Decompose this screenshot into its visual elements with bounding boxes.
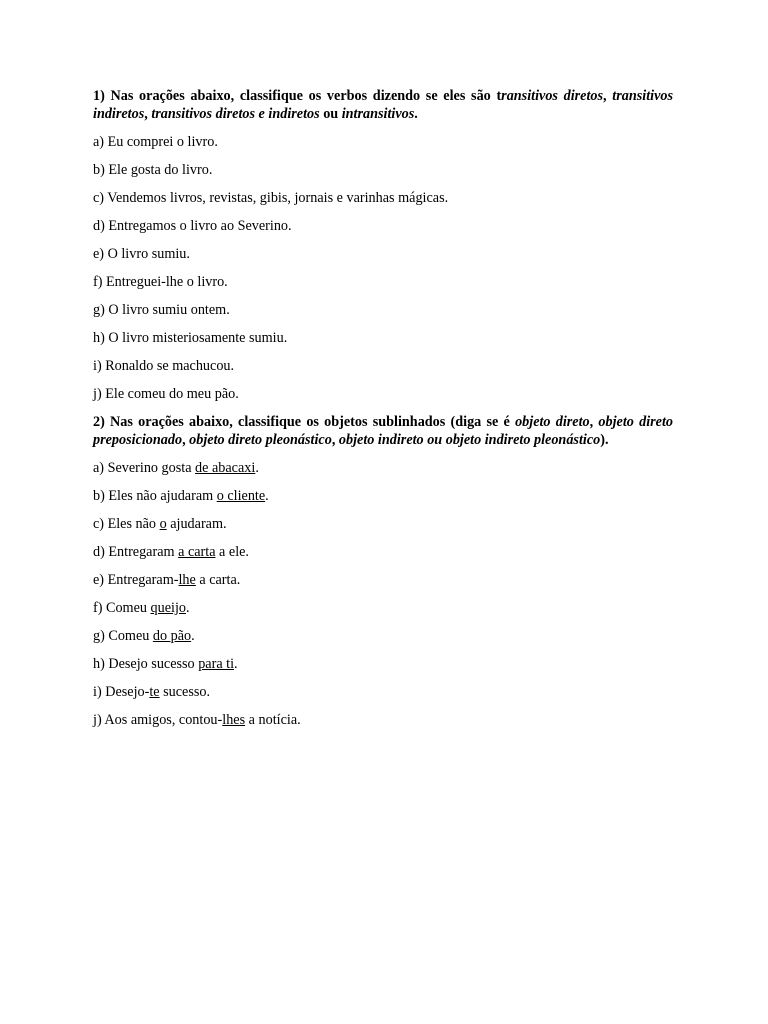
- item-text: a) Severino gosta: [93, 460, 196, 476]
- question-1-title: [93, 87, 673, 123]
- item-text: .: [255, 460, 259, 476]
- q1-title-part: ransitivos diretos: [501, 88, 604, 104]
- document-page: [93, 87, 673, 739]
- underlined-object: lhes: [222, 712, 246, 728]
- q1-item-b: b) Ele gosta do livro.: [93, 162, 213, 178]
- underlined-object: queijo: [150, 600, 186, 616]
- q2-title-part: 2) Nas orações abaixo, classifique os objetos sublinhados (diga se é: [93, 414, 516, 430]
- q1-title-part: ,: [144, 106, 152, 122]
- item-text: a notícia.: [245, 712, 301, 728]
- q2-item-h: [93, 655, 673, 673]
- q2-title-part: objeto direto preposicionado: [93, 414, 673, 448]
- underlined-object: para ti: [198, 656, 235, 672]
- item-text: .: [234, 656, 238, 672]
- q2-item-e: [93, 571, 673, 589]
- item-text: j) Aos amigos, contou-: [93, 712, 223, 728]
- q2-item-a: [93, 459, 673, 477]
- item-text: i) Desejo-: [93, 684, 150, 700]
- q1-item-a: a) Eu comprei o livro.: [93, 134, 218, 150]
- question-2-title: [93, 413, 673, 449]
- item-text: g) Comeu: [93, 628, 153, 644]
- underlined-object: a carta: [178, 544, 216, 560]
- item-text: .: [191, 628, 195, 644]
- q1-item-e: e) O livro sumiu.: [93, 246, 190, 262]
- q2-title-part: ).: [600, 432, 609, 448]
- underlined-object: de abacaxi: [195, 460, 256, 476]
- q2-title-part: objeto direto pleonástico: [189, 432, 332, 448]
- q2-title-part: objeto indireto ou objeto indireto pleonástico: [338, 432, 601, 448]
- q1-title-part: .: [414, 106, 418, 122]
- q2-item-g: [93, 627, 673, 645]
- q1-item-i: i) Ronaldo se machucou.: [93, 358, 235, 374]
- q2-item-d: [93, 543, 673, 561]
- underlined-object: do pão: [152, 628, 192, 644]
- item-text: ajudaram.: [166, 516, 227, 532]
- q1-title-part: intransitivos: [341, 106, 415, 122]
- underlined-object: o cliente: [216, 488, 266, 504]
- item-text: a carta.: [195, 572, 241, 588]
- q2-item-i: [93, 683, 673, 701]
- q2-title-part: ,: [331, 432, 339, 448]
- item-text: .: [265, 488, 269, 504]
- item-text: b) Eles não ajudaram: [93, 488, 217, 504]
- q2-item-c: [93, 515, 673, 533]
- q1-title-part: transitivos diretos e indiretos: [151, 106, 320, 122]
- q1-item-h: h) O livro misteriosamente sumiu.: [93, 330, 288, 346]
- q2-title-part: ,: [589, 414, 599, 430]
- q2-title-part: objeto direto: [515, 414, 590, 430]
- q2-item-j: [93, 711, 673, 729]
- item-text: c) Eles não: [93, 516, 160, 532]
- q1-title-part: 1) Nas orações abaixo, classifique os verbos dizendo se eles são t: [93, 88, 502, 104]
- underlined-object: te: [149, 684, 160, 700]
- item-text: d) Entregaram: [93, 544, 179, 560]
- underlined-object: o: [159, 516, 167, 532]
- item-text: a ele.: [215, 544, 249, 560]
- item-text: h) Desejo sucesso: [93, 656, 199, 672]
- item-text: sucesso.: [159, 684, 211, 700]
- q1-item-f: f) Entreguei-lhe o livro.: [93, 274, 228, 290]
- underlined-object: lhe: [178, 572, 196, 588]
- q1-item-g: g) O livro sumiu ontem.: [93, 302, 230, 318]
- q1-item-j: j) Ele comeu do meu pão.: [93, 386, 239, 402]
- q2-title-part: ,: [182, 432, 190, 448]
- item-text: e) Entregaram-: [93, 572, 179, 588]
- q2-item-b: [93, 487, 673, 505]
- q1-item-d: d) Entregamos o livro ao Severino.: [93, 218, 292, 234]
- q2-item-f: [93, 599, 673, 617]
- item-text: f) Comeu: [93, 600, 151, 616]
- item-text: .: [186, 600, 190, 616]
- q1-title-part: ,: [603, 88, 613, 104]
- q1-title-part: ou: [319, 106, 342, 122]
- q1-title-part: transitivos indiretos: [93, 88, 673, 122]
- q1-item-c: c) Vendemos livros, revistas, gibis, jornais e varinhas mágicas.: [93, 190, 449, 206]
